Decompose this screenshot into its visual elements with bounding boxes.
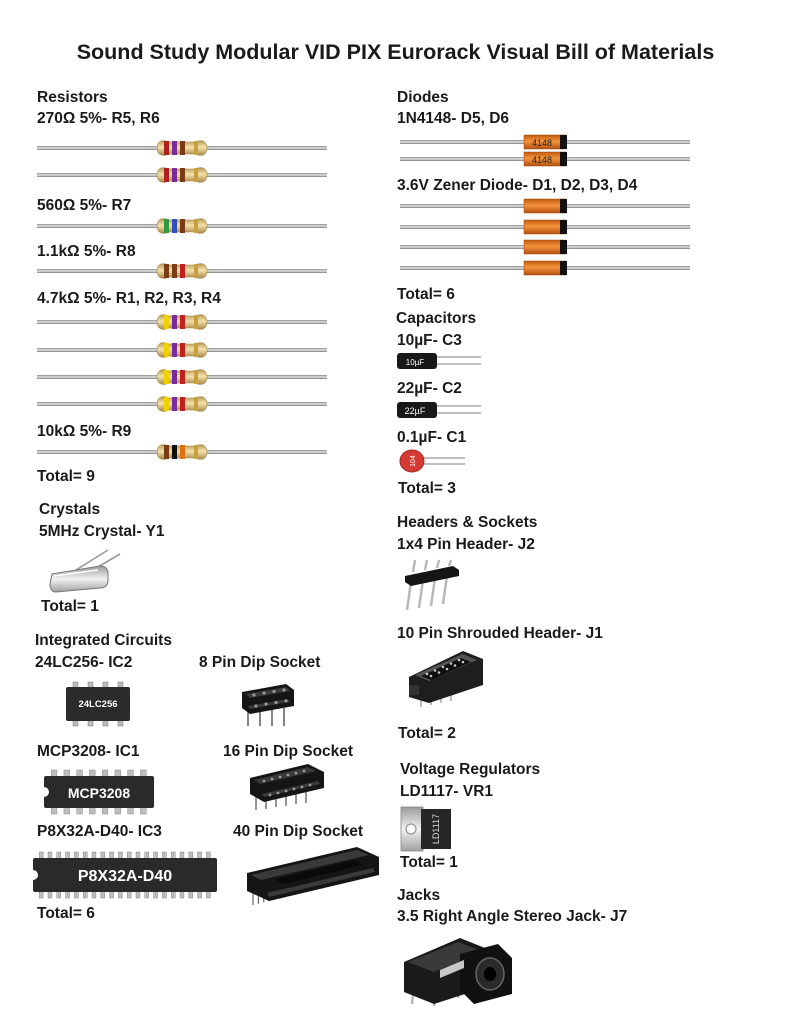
resistor-band — [164, 168, 169, 182]
ic-label-mcp3208: MCP3208- IC1 — [37, 743, 140, 760]
headers-total: Total= 2 — [398, 725, 456, 742]
regulators-total: Total= 1 — [400, 854, 458, 871]
resistor-band — [194, 370, 198, 384]
resistor-label-1k1: 1.1kΩ 5%- R8 — [37, 243, 136, 260]
resistor-band — [172, 315, 177, 329]
resistors-heading: Resistors — [37, 89, 108, 106]
resistor-band — [172, 168, 177, 182]
cathode-band — [560, 199, 567, 213]
resistor-image — [37, 167, 327, 183]
diode-marking: 4148 — [531, 138, 553, 148]
diode-image — [400, 199, 690, 213]
resistor-band — [164, 397, 169, 411]
resistor-band — [164, 445, 169, 459]
resistor-image — [37, 314, 327, 330]
diode-image — [400, 220, 690, 234]
cap-marking-10uf: 10µF — [405, 358, 425, 367]
cap-label-22uf: 22µF- C2 — [397, 380, 462, 397]
header-label-shrouded: 10 Pin Shrouded Header- J1 — [397, 625, 603, 642]
jack-label: 3.5 Right Angle Stereo Jack- J7 — [397, 908, 628, 925]
resistor-band — [180, 445, 185, 459]
resistor-band — [180, 370, 185, 384]
ic-marking-24lc256: 24LC256 — [78, 699, 118, 710]
resistor-band — [194, 168, 198, 182]
resistor-band — [172, 219, 177, 233]
ic-p8x32a-image — [33, 852, 217, 898]
crystal-image — [48, 548, 128, 593]
shrouded-header-image — [407, 647, 485, 709]
socket-label-8pin: 8 Pin Dip Socket — [199, 654, 321, 671]
crystal-label: 5MHz Crystal- Y1 — [39, 523, 165, 540]
resistor-band — [180, 168, 185, 182]
capacitors-total: Total= 3 — [398, 480, 456, 497]
resistor-image — [37, 218, 327, 234]
resistor-image — [37, 140, 327, 156]
cathode-band — [560, 240, 567, 254]
resistor-band — [180, 141, 185, 155]
resistor-label-270: 270Ω 5%- R5, R6 — [37, 110, 160, 127]
crystals-heading: Crystals — [39, 501, 101, 518]
ic-marking: P8X32A-D40 — [77, 868, 173, 885]
resistor-band — [180, 315, 185, 329]
jacks-heading: Jacks — [397, 887, 441, 904]
ic-label-p8x32a: P8X32A-D40- IC3 — [37, 823, 162, 840]
resistor-band — [172, 445, 177, 459]
resistor-label-4k7: 4.7kΩ 5%- R1, R2, R3, R4 — [37, 290, 221, 307]
diodes-heading: Diodes — [397, 89, 449, 106]
resistor-band — [194, 141, 198, 155]
dip-socket-16pin-image — [248, 762, 326, 812]
resistor-band — [194, 343, 198, 357]
cathode-band — [560, 220, 567, 234]
dip-socket-8pin-image — [240, 682, 296, 728]
resistor-band — [164, 141, 169, 155]
header-label-1x4: 1x4 Pin Header- J2 — [397, 536, 535, 553]
diode-image — [400, 135, 690, 149]
diode-label-zener: 3.6V Zener Diode- D1, D2, D3, D4 — [397, 177, 638, 194]
cathode-band — [560, 261, 567, 275]
ic-marking: MCP3208 — [67, 785, 131, 801]
diode-image — [400, 240, 690, 254]
resistor-band — [194, 445, 198, 459]
resistor-band — [164, 264, 169, 278]
page-title: Sound Study Modular VID PIX Eurorack Visual Bill of Materials — [76, 40, 715, 64]
resistor-band — [180, 264, 185, 278]
resistor-band — [194, 315, 198, 329]
cap-marking-104: 104 — [410, 455, 417, 467]
diodes-total: Total= 6 — [397, 286, 455, 303]
cap-marking-22uf: 22µF — [404, 406, 426, 416]
ic-mcp3208-image — [44, 770, 154, 814]
resistor-band — [172, 264, 177, 278]
resistor-band — [164, 219, 169, 233]
pin-header-1x4-image — [403, 560, 463, 612]
resistor-image — [37, 444, 327, 460]
resistor-band — [172, 397, 177, 411]
resistor-band — [194, 397, 198, 411]
resistor-label-560: 560Ω 5%- R7 — [37, 197, 132, 214]
resistor-label-10k: 10kΩ 5%- R9 — [37, 423, 132, 440]
socket-label-16pin: 16 Pin Dip Socket — [223, 743, 354, 760]
ic-24lc256-image — [66, 682, 130, 726]
resistor-image — [37, 369, 327, 385]
regulator-label: LD1117- VR1 — [400, 783, 494, 800]
regulator-marking: LD1117 — [431, 813, 441, 845]
resistor-band — [164, 370, 169, 384]
resistor-band — [194, 219, 198, 233]
resistor-band — [172, 370, 177, 384]
cap-label-10uf: 10µF- C3 — [397, 332, 462, 349]
cathode-band — [560, 135, 567, 149]
dip-socket-40pin-image — [245, 845, 381, 907]
crystals-total: Total= 1 — [41, 598, 99, 615]
resistor-band — [180, 343, 185, 357]
resistor-band — [180, 219, 185, 233]
cathode-band — [560, 152, 567, 166]
electrolytic-cap-10uf-image — [397, 352, 483, 370]
diode-marking: 4148 — [531, 155, 553, 165]
electrolytic-cap-22uf-image — [397, 401, 483, 419]
resistor-image — [37, 342, 327, 358]
ics-total: Total= 6 — [37, 905, 95, 922]
resistor-band — [180, 397, 185, 411]
resistor-band — [164, 343, 169, 357]
stereo-jack-image — [400, 928, 520, 1008]
cap-label-0-1uf: 0.1µF- C1 — [397, 429, 467, 446]
resistor-band — [164, 315, 169, 329]
diode-image — [400, 261, 690, 275]
ics-heading: Integrated Circuits — [35, 632, 172, 649]
ld1117-regulator-image — [401, 807, 525, 853]
diode-label-1n4148: 1N4148- D5, D6 — [397, 110, 510, 127]
ceramic-cap-image — [399, 449, 467, 473]
socket-label-40pin: 40 Pin Dip Socket — [233, 823, 364, 840]
capacitors-heading: Capacitors — [396, 310, 477, 327]
headers-heading: Headers & Sockets — [397, 514, 538, 531]
resistor-band — [172, 141, 177, 155]
resistor-band — [194, 264, 198, 278]
resistor-image — [37, 396, 327, 412]
resistor-band — [172, 343, 177, 357]
resistor-image — [37, 263, 327, 279]
regulators-heading: Voltage Regulators — [400, 761, 541, 778]
diode-image — [400, 152, 690, 166]
resistors-total: Total= 9 — [37, 468, 95, 485]
ic-label-24lc256: 24LC256- IC2 — [35, 654, 133, 671]
